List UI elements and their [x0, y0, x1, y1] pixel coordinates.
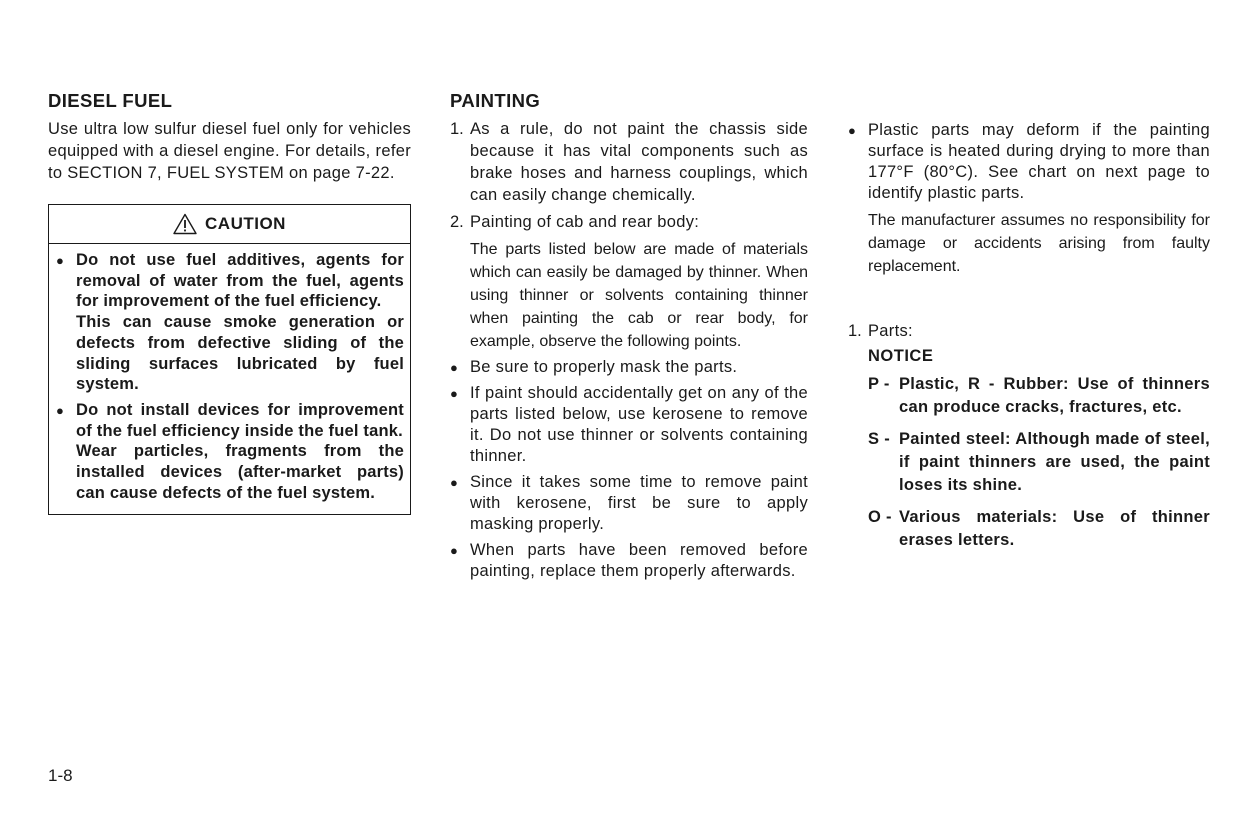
- caution-item-text: Do not use fuel additives, agents for removal of water from the fuel, agents for improvement of the fuel efficiency.: [76, 251, 404, 311]
- material-code-item: [868, 506, 1210, 552]
- material-code-text: Plastic, R - Rubber: Use of thinners can produce cracks, fractures, etc.: [899, 375, 1210, 416]
- list-item: [450, 357, 808, 378]
- material-code: O -: [868, 508, 892, 526]
- material-code-item: [868, 373, 1210, 419]
- bullet-icon: ●: [450, 475, 458, 490]
- material-code: P -: [868, 375, 890, 393]
- list-item: [848, 120, 1210, 204]
- item-subtext: The parts listed below are made of materials which can easily be damaged by thinner. When using thinner or solvents containing thinner when painting the cab or rear body, for example, observe the following points.: [470, 241, 808, 350]
- material-code: S -: [868, 430, 890, 448]
- painting-section-continued: [848, 120, 1210, 561]
- diesel-fuel-section: [48, 86, 411, 515]
- caution-body: [49, 244, 410, 514]
- diesel-fuel-text: Use ultra low sulfur diesel fuel only for vehicles equipped with a diesel engine. For details, refer to SECTION 7, FUEL SYSTEM on page 7-22.: [48, 120, 411, 182]
- caution-item-consequence: This can cause smoke generation or defects from defective sliding of the sliding surfaces lubricated by fuel system.: [76, 313, 404, 394]
- page-number: 1-8: [48, 766, 73, 785]
- list-item: [450, 383, 808, 467]
- numbered-item: [450, 118, 808, 206]
- bullet-icon: ●: [450, 386, 458, 401]
- caution-item-consequence: Wear particles, fragments from the installed devices (after-market parts) can cause defects of the fuel system.: [76, 442, 404, 502]
- list-item-text: If paint should accidentally get on any of the parts listed below, use kerosene to remove it. Do not use thinner or solvents containing thinner.: [470, 384, 808, 465]
- painting-heading: PAINTING: [450, 90, 541, 111]
- item-text: Parts:: [868, 322, 913, 340]
- item-text: As a rule, do not paint the chassis side because it has vital components such as brake hoses and harness couplings, which can easily change chemically.: [470, 120, 808, 204]
- material-code-text: Various materials: Use of thinner erases letters.: [899, 508, 1210, 549]
- bullet-icon: ●: [450, 360, 458, 375]
- item-text: Painting of cab and rear body:: [470, 213, 700, 231]
- disclaimer-text: The manufacturer assumes no responsibility for damage or accidents arising from faulty replacement.: [868, 212, 1210, 275]
- bullet-icon: ●: [56, 402, 64, 418]
- painting-section: [450, 86, 808, 587]
- material-code-item: [868, 428, 1210, 497]
- item-number: 2.: [450, 213, 464, 231]
- material-code-text: Painted steel: Although made of steel, if paint thinners are used, the paint loses its shine.: [899, 430, 1210, 494]
- bullet-icon: ●: [450, 543, 458, 558]
- warning-triangle-icon: [173, 213, 197, 235]
- list-item-text: Plastic parts may deform if the painting surface is heated during drying to more than 177°F (80°C). See chart on next page to identify plastic parts.: [868, 121, 1210, 202]
- bullet-icon: ●: [56, 253, 64, 268]
- caution-box: [48, 204, 411, 515]
- notice-label: NOTICE: [868, 347, 934, 365]
- item-number: 1.: [848, 322, 862, 340]
- diesel-fuel-heading: DIESEL FUEL: [48, 90, 173, 111]
- item-number: 1.: [450, 120, 464, 138]
- list-item-text: Be sure to properly mask the parts.: [470, 358, 738, 376]
- list-item: [450, 540, 808, 582]
- caution-item-text: Do not install devices for improvement of the fuel efficiency inside the fuel tank.: [76, 400, 404, 440]
- list-item: [450, 472, 808, 535]
- numbered-item: [848, 320, 1210, 342]
- list-item-text: When parts have been removed before painting, replace them properly afterwards.: [470, 541, 808, 580]
- caution-item: [56, 400, 404, 504]
- caution-header: [49, 205, 410, 244]
- caution-item: [56, 250, 404, 395]
- list-item-text: Since it takes some time to remove paint with kerosene, first be sure to apply masking properly.: [470, 473, 808, 533]
- numbered-item: [450, 211, 808, 233]
- caution-title: CAUTION: [205, 214, 286, 233]
- bullet-icon: ●: [848, 123, 856, 138]
